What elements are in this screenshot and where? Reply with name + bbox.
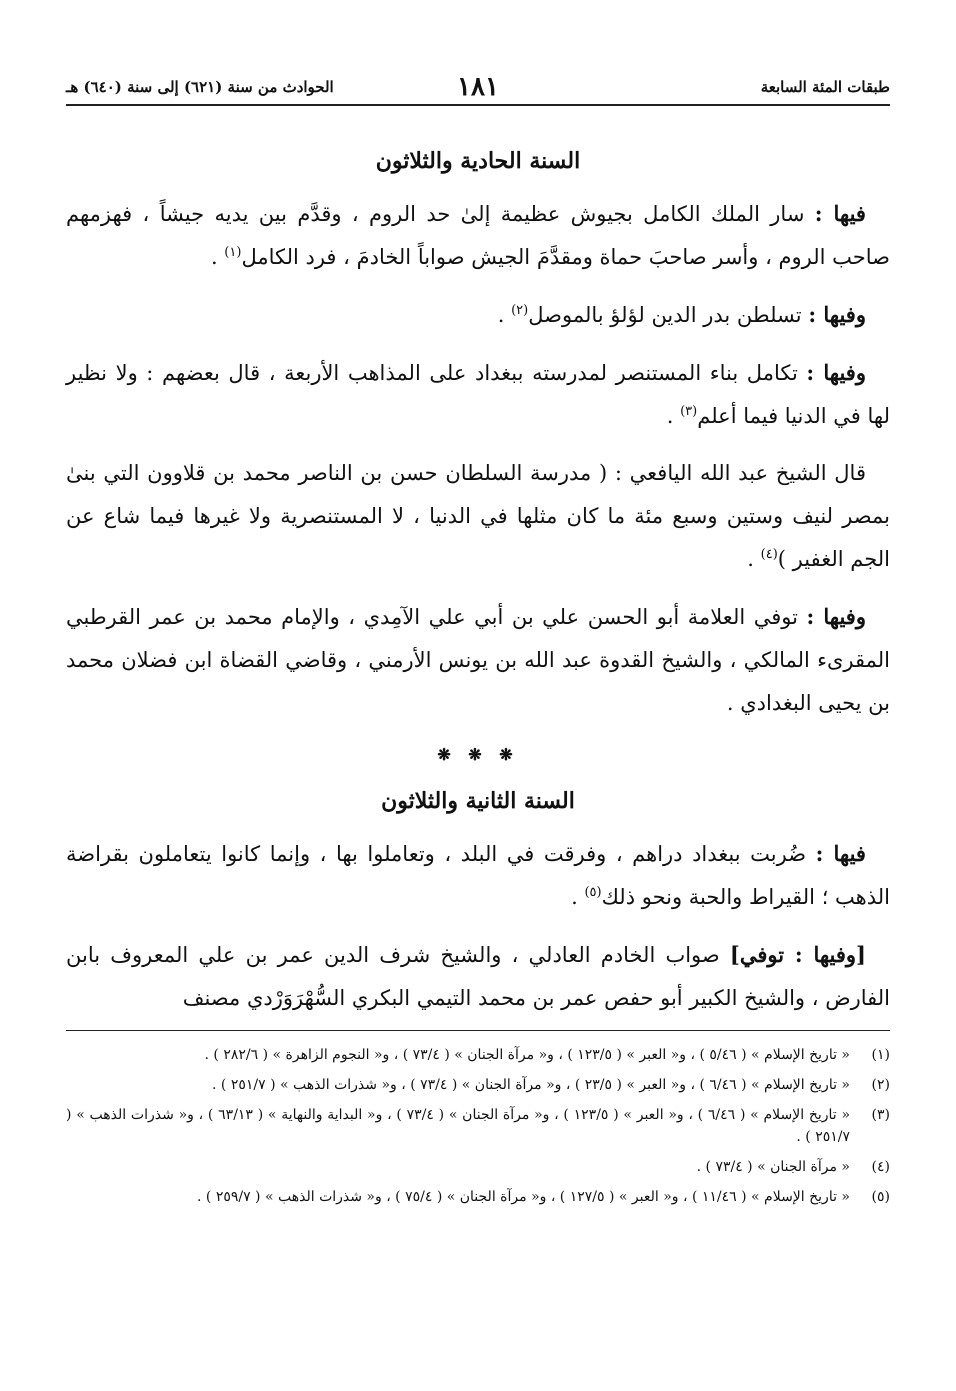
footnote-text: « تاريخ الإسلام » ( ٦/٤٦ ) ، و« العبر » ( ١٢٣/٥ ) ، و« مرآة الجنان » ( ٧٣/٤ ) ، و« البداية والنهاية » ( ٦٣/١٣ ) ، و« شذرات الذهب » ( ٢٥١/٧ ) . [66, 1107, 851, 1145]
footnote [66, 1186, 890, 1208]
section-title-year-31: السنة الحادية والثلاثون [375, 148, 581, 174]
footnote-divider [66, 1030, 890, 1031]
footnote-text: « تاريخ الإسلام » ( ١١/٤٦ ) ، و« العبر » ( ١٢٧/٥ ) ، و« مرآة الجنان » ( ٧٥/٤ ) ، و« شذرات الذهب » ( ٢٥٩/٧ ) . [197, 1189, 850, 1205]
paragraph-tail: . [666, 404, 681, 428]
footnote-text: « تاريخ الإسلام » ( ٥/٤٦ ) ، و« العبر » ( ١٢٣/٥ ) ، و« مرآة الجنان » ( ٧٣/٤ ) ، و« النجوم الزاهرة » ( ٢٨٢/٦ ) . [204, 1047, 850, 1063]
paragraph [66, 832, 890, 919]
paragraph-lead: فيها : [815, 841, 866, 866]
footnote-text: « مرآة الجنان » ( ٧٣/٤ ) . [696, 1159, 850, 1175]
paragraph [66, 293, 890, 337]
paragraph-lead: فيها : [814, 201, 866, 226]
paragraph [66, 595, 890, 725]
footnotes [66, 1044, 890, 1216]
paragraph [66, 192, 890, 279]
footnote-number: (٢) [871, 1077, 890, 1093]
paragraph [66, 351, 890, 438]
paragraph-tail: . [571, 885, 585, 909]
paragraph [66, 933, 890, 1020]
section-separator: ❋ ❋ ❋ [437, 745, 519, 764]
footnote-ref[interactable]: (٥) [584, 885, 602, 900]
footnote-ref[interactable]: (٢) [511, 303, 529, 318]
paragraph-text: تكامل بناء المستنصر لمدرسته ببغداد على المذاهب الأربعة ، قال بعضهم : ولا نظير لها في الدنيا فيما أعلم [66, 361, 890, 428]
footnote [66, 1074, 890, 1096]
footnote-ref[interactable]: (٣) [680, 404, 698, 419]
paragraph-text: ضُربت ببغداد دراهم ، وفرقت في البلد ، وتعاملوا بها ، وإنما كانوا يتعاملون بقراضة الذهب ؛ القيراط والحبة ونحو ذلك [66, 842, 890, 909]
paragraph [66, 452, 890, 581]
paragraph-lead: [وفيها : توفي] [729, 942, 866, 967]
footnote-number: (٥) [871, 1189, 890, 1205]
footnote [66, 1104, 890, 1148]
paragraph-text: سار الملك الكامل بجيوش عظيمة إلىٰ حد الروم ، وقدَّم بين يديه جيشاً ، فهزمهم صاحب الروم ، وأسر صاحبَ حماة ومقدَّمَ الجيش صواباً الخادمَ ، فرد الكامل [66, 202, 890, 269]
paragraph-text: قال الشيخ عبد الله اليافعي : ( مدرسة السلطان حسن بن الناصر محمد بن قلاوون التي بنىٰ بمصر لنيف وستين وسبع مئة ما كان مثلها في الدنيا ، لا المستنصرية ولا غيرها فيما شاع عن الجم الغفير ) [66, 461, 890, 571]
paragraph-tail: . [497, 303, 512, 327]
page-number: ١٨١ [457, 72, 499, 102]
paragraph-lead: وفيها : [808, 302, 866, 327]
main-text [66, 140, 890, 1034]
footnote-text: « تاريخ الإسلام » ( ٦/٤٦ ) ، و« العبر » ( ٢٣/٥ ) ، و« مرآة الجنان » ( ٧٣/٤ ) ، و« شذرات الذهب » ( ٢٥١/٧ ) . [212, 1077, 850, 1093]
book-title: طبقات المئة السابعة [760, 78, 890, 96]
paragraph-tail: . [747, 547, 761, 571]
footnote [66, 1044, 890, 1066]
footnote [66, 1156, 890, 1178]
paragraph-lead: وفيها : [806, 360, 866, 385]
paragraph-text: تسلطن بدر الدين لؤلؤ بالموصل [528, 303, 802, 327]
year-range: الحوادث من سنة (٦٢١) إلى سنة (٦٤٠) هـ [66, 78, 334, 96]
footnote-number: (١) [871, 1047, 890, 1063]
paragraph-text: صواب الخادم العادلي ، والشيخ شرف الدين عمر بن علي المعروف بابن الفارض ، والشيخ الكبير أبو حفص عمر بن محمد التيمي البكري السُّهْرَوَرْدي مصنف [66, 943, 890, 1010]
paragraph-tail: . [210, 245, 225, 269]
footnote-number: (٤) [871, 1159, 890, 1175]
footnote-ref[interactable]: (٤) [760, 547, 778, 562]
section-title-year-32: السنة الثانية والثلاثون [381, 788, 575, 814]
footnote-ref[interactable]: (١) [224, 245, 242, 260]
running-header [66, 64, 890, 106]
footnote-number: (٣) [871, 1107, 890, 1123]
paragraph-text: توفي العلامة أبو الحسن علي بن أبي علي الآمِدي ، والإمام محمد بن عمر القرطبي المقرىء المالكي ، والشيخ القدوة عبد الله بن يونس الأرمني ، وقاضي القضاة ابن فضلان محمد بن يحيى البغدادي . [66, 605, 890, 715]
paragraph-lead: وفيها : [806, 604, 866, 629]
